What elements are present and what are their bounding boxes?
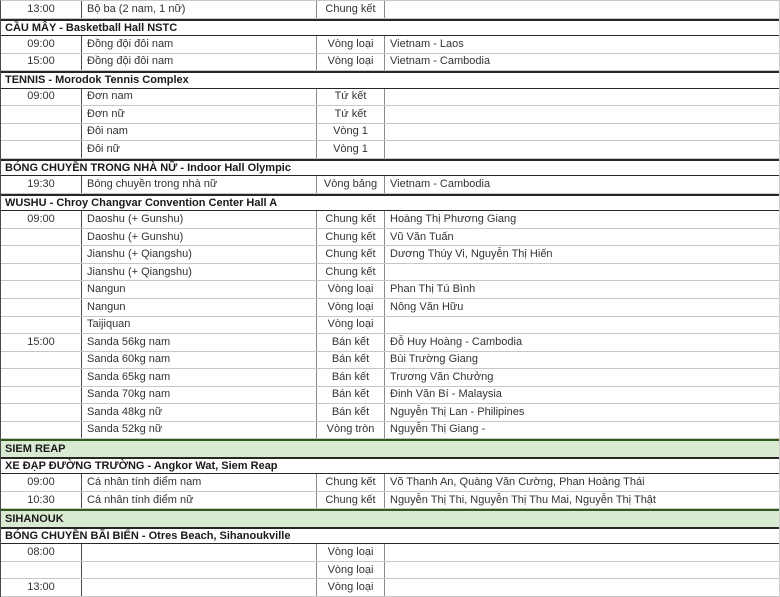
event-cell (82, 544, 317, 561)
time-cell: 09:00 (1, 474, 82, 491)
table-row (1, 1, 779, 19)
table-row (1, 369, 779, 387)
time-cell (1, 422, 82, 439)
table-row (1, 422, 779, 440)
event-cell: Đồng đội đôi nam (82, 54, 317, 71)
match-cell: Vietnam - Laos (390, 37, 464, 50)
table-row (1, 387, 779, 405)
section-header-row: CẦU MÂY - Basketball Hall NSTC (1, 19, 779, 37)
table-row (1, 281, 779, 299)
time-cell (1, 106, 82, 123)
event-cell: Cá nhân tính điểm nam (82, 474, 317, 491)
round-cell: Bán kết (317, 387, 385, 404)
section-header-row: XE ĐẠP ĐƯỜNG TRƯỜNG - Angkor Wat, Siem Reap (1, 457, 779, 475)
match-cell (385, 264, 779, 281)
match-cell: Phan Thị Tú Bình (390, 283, 476, 296)
table-row (1, 141, 779, 159)
time-cell: 08:00 (1, 544, 82, 561)
round-cell: Bán kết (317, 369, 385, 386)
round-cell: Vòng loại (317, 562, 385, 579)
round-cell: Tứ kết (317, 106, 385, 123)
event-cell: Nangun (82, 281, 317, 298)
table-row (1, 54, 779, 72)
event-cell: Bóng chuyền trong nhà nữ (82, 176, 317, 193)
match-cell: Hoàng Thị Phương Giang (390, 213, 517, 226)
event-cell: Đơn nam (82, 89, 317, 106)
event-cell: Sanda 65kg nam (82, 369, 317, 386)
time-cell (1, 281, 82, 298)
time-cell (1, 369, 82, 386)
round-cell: Chung kết (317, 264, 385, 281)
table-row (1, 404, 779, 422)
table-row (1, 124, 779, 142)
match-cell: Nguyễn Thị Lan - Philipines (390, 405, 525, 418)
event-cell: Cá nhân tính điểm nữ (82, 492, 317, 509)
table-row (1, 299, 779, 317)
time-cell: 15:00 (1, 54, 82, 71)
event-cell: Sanda 60kg nam (82, 352, 317, 369)
event-cell (82, 579, 317, 596)
round-cell: Chung kết (317, 229, 385, 246)
match-cell: Trương Văn Chưởng (390, 370, 494, 383)
match-cell: Vietnam - Cambodia (390, 55, 491, 68)
round-cell: Vòng 1 (317, 124, 385, 141)
match-cell: Nguyễn Thị Thi, Nguyễn Thị Thu Mai, Nguyễn Thị Thật (390, 493, 656, 506)
round-cell: Bán kết (317, 404, 385, 421)
table-row (1, 334, 779, 352)
table-row (1, 89, 779, 107)
match-cell (385, 1, 779, 18)
match-cell (385, 579, 779, 596)
table-row (1, 492, 779, 510)
round-cell: Chung kết (317, 474, 385, 491)
match-cell: Bùi Trường Giang (390, 353, 478, 366)
event-cell: Đôi nữ (82, 141, 317, 158)
time-cell (1, 264, 82, 281)
time-cell (1, 562, 82, 579)
time-cell (1, 229, 82, 246)
round-cell: Vòng loại (317, 317, 385, 334)
match-cell: Vũ Văn Tuấn (390, 230, 454, 243)
round-cell: Chung kết (317, 1, 385, 18)
time-cell (1, 299, 82, 316)
event-cell: Jianshu (+ Qiangshu) (82, 264, 317, 281)
time-cell (1, 317, 82, 334)
round-cell: Chung kết (317, 211, 385, 228)
table-row (1, 36, 779, 54)
time-cell (1, 387, 82, 404)
time-cell: 09:00 (1, 36, 82, 53)
round-cell: Vòng loại (317, 544, 385, 561)
round-cell: Chung kết (317, 246, 385, 263)
event-cell: Đồng đội đôi nam (82, 36, 317, 53)
event-cell: Đôi nam (82, 124, 317, 141)
table-row (1, 317, 779, 335)
match-cell (385, 89, 779, 106)
round-cell: Vòng tròn (317, 422, 385, 439)
round-cell: Vòng loại (317, 36, 385, 53)
match-cell (385, 124, 779, 141)
time-cell (1, 141, 82, 158)
time-cell (1, 124, 82, 141)
region-header-row: SIHANOUK (1, 509, 779, 527)
time-cell: 10:30 (1, 492, 82, 509)
match-cell (385, 317, 779, 334)
event-cell: Daoshu (+ Gunshu) (82, 211, 317, 228)
match-cell: Đỗ Huy Hoàng - Cambodia (390, 335, 523, 348)
match-cell: Vietnam - Cambodia (390, 178, 491, 191)
time-cell: 09:00 (1, 211, 82, 228)
table-row (1, 562, 779, 580)
event-cell: Taijiquan (82, 317, 317, 334)
match-cell: Võ Thanh An, Quàng Văn Cường, Phan Hoàng Thái (390, 476, 645, 489)
time-cell (1, 404, 82, 421)
table-row (1, 474, 779, 492)
time-cell: 09:00 (1, 89, 82, 106)
match-cell (385, 544, 779, 561)
match-cell: Dương Thúy Vi, Nguyễn Thị Hiến (390, 248, 553, 261)
time-cell (1, 352, 82, 369)
section-header-row: WUSHU - Chroy Changvar Convention Center Hall A (1, 194, 779, 212)
round-cell: Vòng loại (317, 579, 385, 596)
time-cell: 13:00 (1, 1, 82, 18)
match-cell: Nguyễn Thị Giang - (390, 423, 486, 436)
event-cell: Bộ ba (2 nam, 1 nữ) (82, 1, 317, 18)
time-cell: 13:00 (1, 579, 82, 596)
match-cell (385, 141, 779, 158)
table-row (1, 106, 779, 124)
match-cell: Đinh Văn Bí - Malaysia (390, 388, 502, 401)
table-row (1, 246, 779, 264)
round-cell: Tứ kết (317, 89, 385, 106)
table-row (1, 264, 779, 282)
table-row (1, 352, 779, 370)
event-cell: Đơn nữ (82, 106, 317, 123)
round-cell: Chung kết (317, 492, 385, 509)
event-cell: Sanda 52kg nữ (82, 422, 317, 439)
event-cell: Sanda 56kg nam (82, 334, 317, 351)
table-row (1, 579, 779, 597)
round-cell: Bán kết (317, 334, 385, 351)
round-cell: Vòng loại (317, 281, 385, 298)
round-cell: Bán kết (317, 352, 385, 369)
table-row (1, 211, 779, 229)
section-header-row: BÓNG CHUYỀN BÃI BIỂN - Otres Beach, Sihanoukville (1, 527, 779, 545)
event-cell: Sanda 48kg nữ (82, 404, 317, 421)
time-cell: 19:30 (1, 176, 82, 193)
table-row (1, 176, 779, 194)
table-row (1, 229, 779, 247)
round-cell: Vòng loại (317, 54, 385, 71)
time-cell: 15:00 (1, 334, 82, 351)
match-cell (385, 106, 779, 123)
round-cell: Vòng 1 (317, 141, 385, 158)
round-cell: Vòng bảng (317, 176, 385, 193)
time-cell (1, 246, 82, 263)
section-header-row: BÓNG CHUYỀN TRONG NHÀ NỮ - Indoor Hall Olympic (1, 159, 779, 177)
event-cell: Sanda 70kg nam (82, 387, 317, 404)
event-cell: Daoshu (+ Gunshu) (82, 229, 317, 246)
region-header-row: SIEM REAP (1, 439, 779, 457)
event-cell (82, 562, 317, 579)
match-cell: Nông Văn Hữu (390, 300, 464, 313)
match-cell (385, 562, 779, 579)
event-cell: Nangun (82, 299, 317, 316)
table-row (1, 544, 779, 562)
section-header-row: TENNIS - Morodok Tennis Complex (1, 71, 779, 89)
round-cell: Vòng loại (317, 299, 385, 316)
event-cell: Jianshu (+ Qiangshu) (82, 246, 317, 263)
